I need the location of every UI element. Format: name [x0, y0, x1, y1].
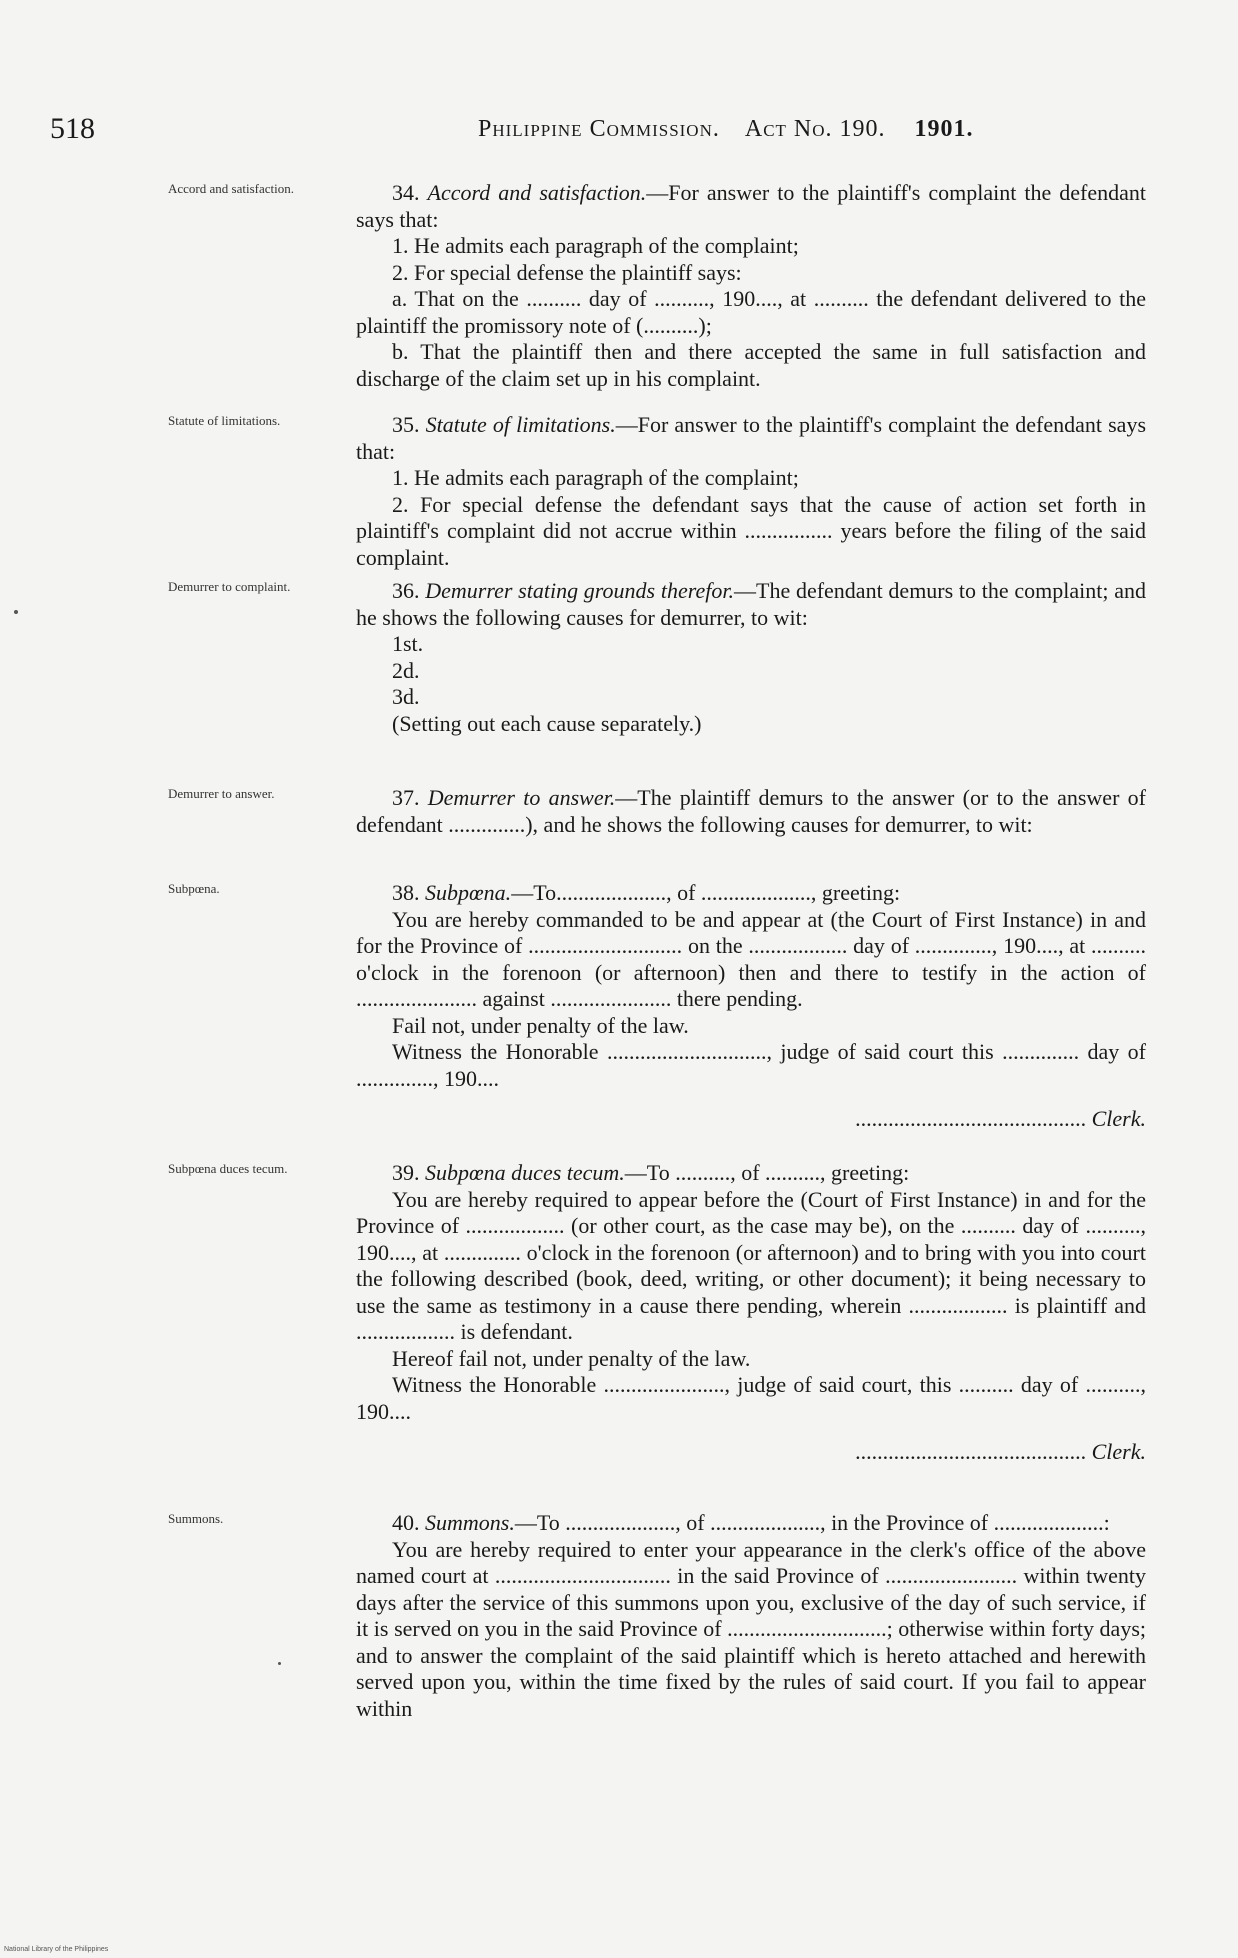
section-paragraph: Witness the Honorable ............................., judge of said court this .............. day of .............., 190.... — [356, 1039, 1146, 1091]
section-lead-text: —To .........., of .........., greeting: — [624, 1160, 910, 1185]
section-lead-text: —For answer to the plaintiff's complaint the defendant says that: — [356, 180, 1147, 232]
section-body — [356, 1160, 1146, 1466]
page-number: 518 — [50, 112, 95, 145]
section-body — [356, 180, 1146, 392]
section-body — [356, 578, 1146, 737]
section-title: Demurrer stating grounds therefor. — [425, 578, 734, 603]
section-paragraph: You are hereby required to appear before the (Court of First Instance) in and for the Province of .................. (or other court, as the case may be), on the .......... day of .........., 190...., at .............. o'clock in the forenoon (or afternoon) and to bring with you into court the following described (book, deed, writing, or other document); it being necessary to use the same as testimony in a cause there pending, wherein .................. is plaintiff and .................. is defendant. — [356, 1186, 1146, 1344]
section-title: Subpœna. — [425, 880, 512, 905]
signature-blank: .......................................... — [855, 1106, 1092, 1131]
section-paragraph: 2. For special defense the plaintiff says: — [392, 259, 742, 285]
section-lead-paragraph — [356, 412, 1146, 465]
running-head-year: 1901. — [914, 116, 974, 142]
margin-sidenote: Demurrer to complaint. — [168, 579, 291, 594]
section-paragraph: Witness the Honorable ......................, judge of said court, this .......... day of .........., 190.... — [356, 1372, 1146, 1424]
section-paragraph: 2d. — [392, 657, 420, 683]
section-lead-paragraph — [356, 1510, 1146, 1537]
running-head-title: Philippine Commission. — [478, 116, 720, 142]
section-lead-paragraph — [356, 1160, 1146, 1187]
section-paragraph: Hereof fail not, under penalty of the law. — [392, 1345, 751, 1371]
section-paragraph: Fail not, under penalty of the law. — [392, 1012, 689, 1038]
section-paragraph: You are hereby commanded to be and appear at (the Court of First Instance) in and for the Province of ............................ on the .................. day of .............., 190...., at .......... o'clock in the forenoon (or afternoon) then and there to testify in the action of ...................... against ...................... there pending. — [356, 906, 1146, 1011]
section-paragraph: 1. He admits each paragraph of the complaint; — [392, 465, 799, 490]
section-number: 40. — [392, 1510, 425, 1535]
scan-speck — [278, 1662, 281, 1665]
section-lead-paragraph — [356, 578, 1146, 631]
section-body — [356, 1510, 1146, 1722]
section-lead-text: —To...................., of ...................., greeting: — [511, 880, 901, 905]
section-body — [356, 880, 1146, 1133]
section-paragraph: a. That on the .......... day of .........., 190...., at .......... the defendant delivered to the plaintiff the promissory note of (..........); — [356, 286, 1146, 338]
section-number: 37. — [392, 785, 428, 810]
margin-sidenote: Demurrer to answer. — [168, 786, 275, 801]
section-paragraph: 1. He admits each paragraph of the complaint; — [392, 233, 799, 258]
running-head — [478, 116, 974, 143]
section-number: 39. — [392, 1160, 425, 1185]
clerk-signature-line — [356, 1106, 1146, 1133]
section-lead-text: —To ...................., of ...................., in the Province of ....................: — [514, 1510, 1110, 1535]
footer-credit: National Library of the Philippines — [4, 1946, 109, 1953]
section-body — [356, 785, 1146, 838]
section-paragraph: 2. For special defense the defendant says that the cause of action set forth in plaintiff's complaint did not accrue within ................ years before the filing of the said complaint. — [356, 491, 1146, 570]
section-paragraph: (Setting out each cause separately.) — [392, 710, 702, 736]
section-lead-text: —The plaintiff demurs to the answer (or to the answer of defendant ..............), and he shows the following causes for demurrer, to wit: — [356, 785, 1146, 837]
section-number: 38. — [392, 880, 425, 905]
margin-sidenote: Subpœna. — [168, 881, 220, 896]
section-number: 34. — [392, 180, 428, 205]
margin-sidenote: Summons. — [168, 1511, 224, 1526]
section-title: Demurrer to answer. — [427, 785, 616, 810]
margin-sidenote: Subpœna duces tecum. — [168, 1161, 288, 1176]
margin-sidenote: Statute of limitations. — [168, 413, 281, 428]
section-paragraph: 3d. — [392, 684, 420, 709]
section-lead-paragraph — [356, 785, 1146, 838]
section-lead-text: —For answer to the plaintiff's complaint the defendant says that: — [356, 412, 1147, 464]
running-head-act: Act No. 190. — [744, 116, 886, 142]
clerk-label: Clerk. — [1091, 1439, 1146, 1464]
section-number: 36. — [392, 578, 426, 603]
page-header — [50, 112, 1148, 152]
section-body — [356, 412, 1146, 571]
section-paragraph: You are hereby required to enter your appearance in the clerk's office of the above named court at ................................ in the said Province of ........................ within twenty days after the service of this summons upon you, exclusive of the day of such service, if it is served on you in the said Province of .............................; otherwise within forty days; and to answer the complaint of the said plaintiff which is hereto attached and herewith served upon you, within the time fixed by the rules of said court. If you fail to appear within — [356, 1536, 1146, 1721]
section-paragraph: b. That the plaintiff then and there accepted the same in full satisfaction and discharge of the claim set up in his complaint. — [356, 339, 1146, 391]
section-title: Subpœna duces tecum. — [425, 1160, 625, 1185]
signature-blank: .......................................... — [855, 1439, 1092, 1464]
section-lead-paragraph — [356, 880, 1146, 907]
scan-speck — [14, 610, 18, 614]
clerk-label: Clerk. — [1091, 1106, 1146, 1131]
clerk-signature-line — [356, 1439, 1146, 1466]
section-title: Accord and satisfaction. — [427, 180, 647, 205]
section-title: Statute of limitations. — [425, 412, 616, 437]
section-lead-paragraph — [356, 180, 1146, 233]
section-number: 35. — [392, 412, 426, 437]
section-lead-text: —The defendant demurs to the complaint; and he shows the following causes for demurrer, to wit: — [356, 578, 1147, 630]
margin-sidenote: Accord and satisfaction. — [168, 181, 294, 196]
section-title: Summons. — [425, 1510, 515, 1535]
section-paragraph: 1st. — [392, 631, 424, 656]
